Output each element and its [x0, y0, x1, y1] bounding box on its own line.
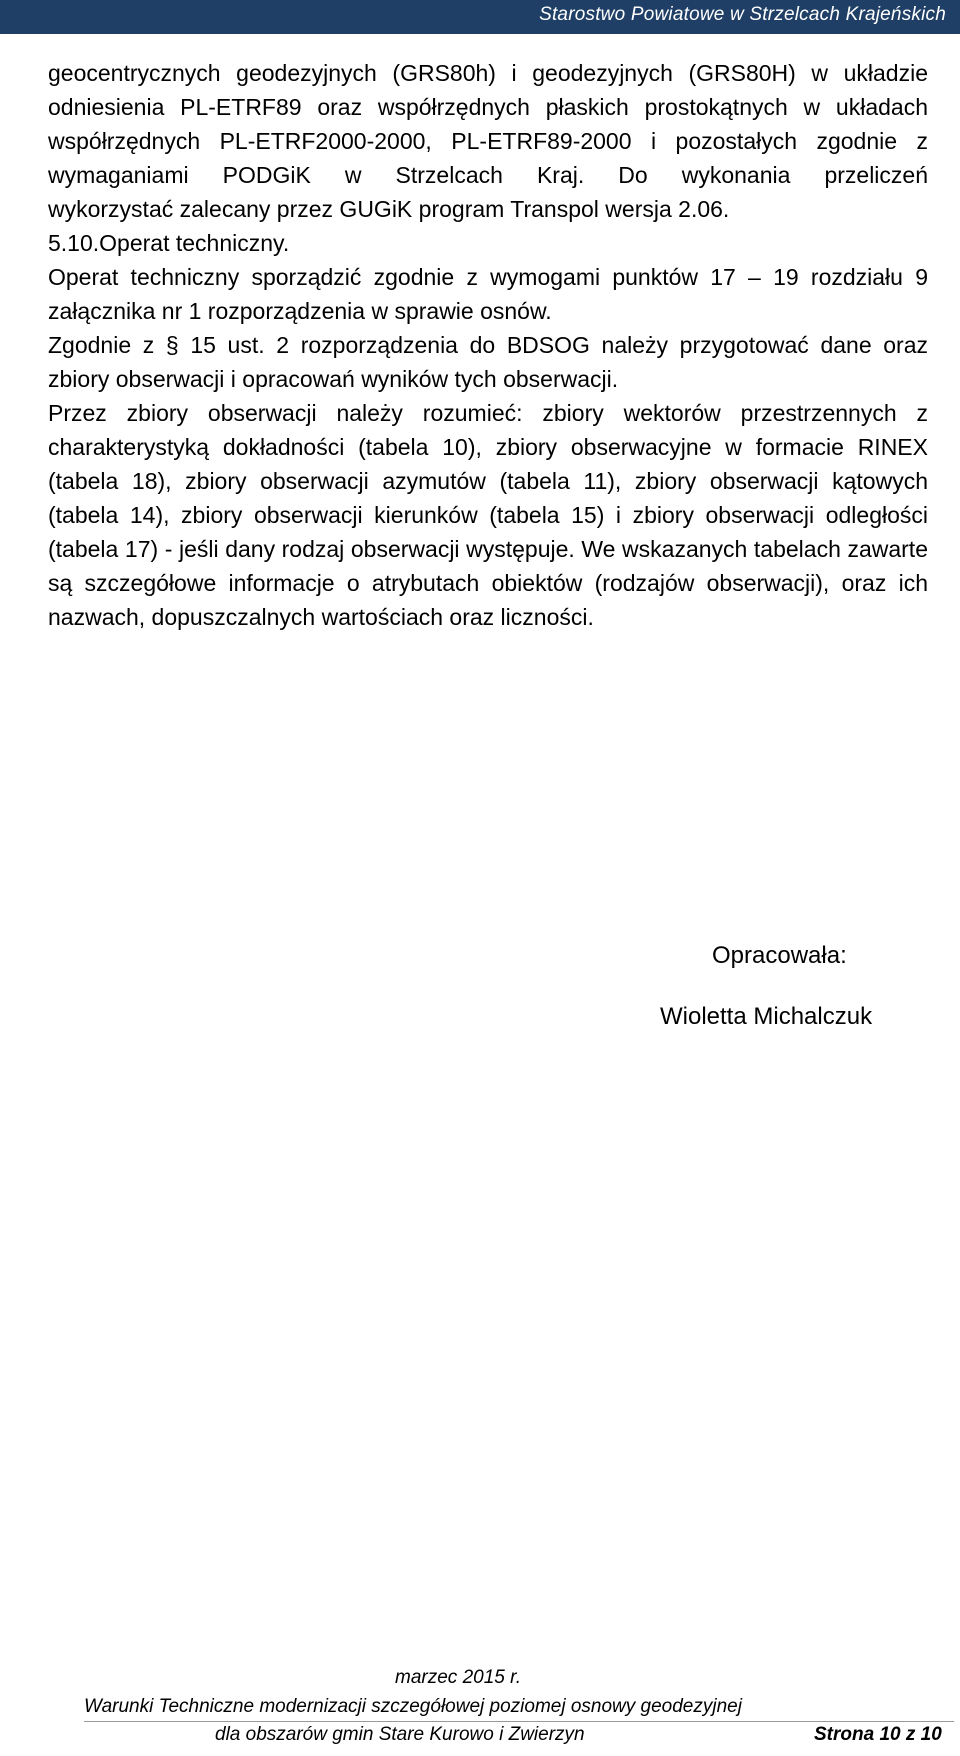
paragraph-line: odniesienia PL-ETRF89 oraz współrzędnych płaskich prostokątnych w układach — [48, 94, 928, 120]
paragraph-line: wymaganiami PODGiK w Strzelcach Kraj. Do wykonania przeliczeń — [48, 162, 928, 188]
paragraph-observations: Przez zbiory obserwacji należy rozumieć: zbiory wektorów przestrzennych z charakterystyką dokładności (tabela 10), zbiory obserwacyjne w formacie RINEX (tabela 18), zbiory obserwacji azymutów (tabela 11), zbiory obserwacji kątowych (tabela 14), zbiory obserwacji kierunków (tabela 15) i zbiory obserwacji odległości (tabela 17) - jeśli dany rodzaj obserwacji występuje. We wskazanych tabelach zawarte są szczegółowe informacje o atrybutach obiektów (rodzajów obserwacji), oraz ich nazwach, dopuszczalnych wartościach oraz liczności. — [48, 400, 928, 630]
footer-page-number: Strona 10 z 10 — [814, 1724, 942, 1745]
footer-document-title: Warunki Techniczne modernizacji szczegółowej poziomej osnowy geodezyjnej — [84, 1696, 742, 1717]
paragraph-line: wykorzystać zalecany przez GUGiK program Transpol wersja 2.06. — [48, 196, 730, 222]
footer-area: dla obszarów gmin Stare Kurowo i Zwierzyn — [215, 1724, 585, 1745]
header-title: Starostwo Powiatowe w Strzelcach Krajeńskich — [539, 4, 946, 25]
footer-divider — [84, 1721, 954, 1722]
signature-role: Opracowała: — [712, 942, 847, 969]
paragraph-line: geocentrycznych geodezyjnych (GRS80h) i geodezyjnych (GRS80H) w układzie — [48, 60, 928, 86]
paragraph-operat: Operat techniczny sporządzić zgodnie z wymogami punktów 17 – 19 rozdziału 9 załącznika nr 1 rozporządzenia w sprawie osnów. — [48, 264, 928, 324]
page-header-bar — [0, 0, 960, 34]
footer-date: marzec 2015 r. — [395, 1667, 522, 1688]
paragraph-bdsog: Zgodnie z § 15 ust. 2 rozporządzenia do BDSOG należy przygotować dane oraz zbiory obserwacji i opracowań wyników tych obserwacji. — [48, 332, 928, 392]
section-heading: 5.10.Operat techniczny. — [48, 230, 290, 256]
paragraph-line: współrzędnych PL-ETRF2000-2000, PL-ETRF89-2000 i pozostałych zgodnie z — [48, 128, 928, 154]
signature-name: Wioletta Michalczuk — [660, 1003, 873, 1030]
document-body — [48, 56, 928, 634]
